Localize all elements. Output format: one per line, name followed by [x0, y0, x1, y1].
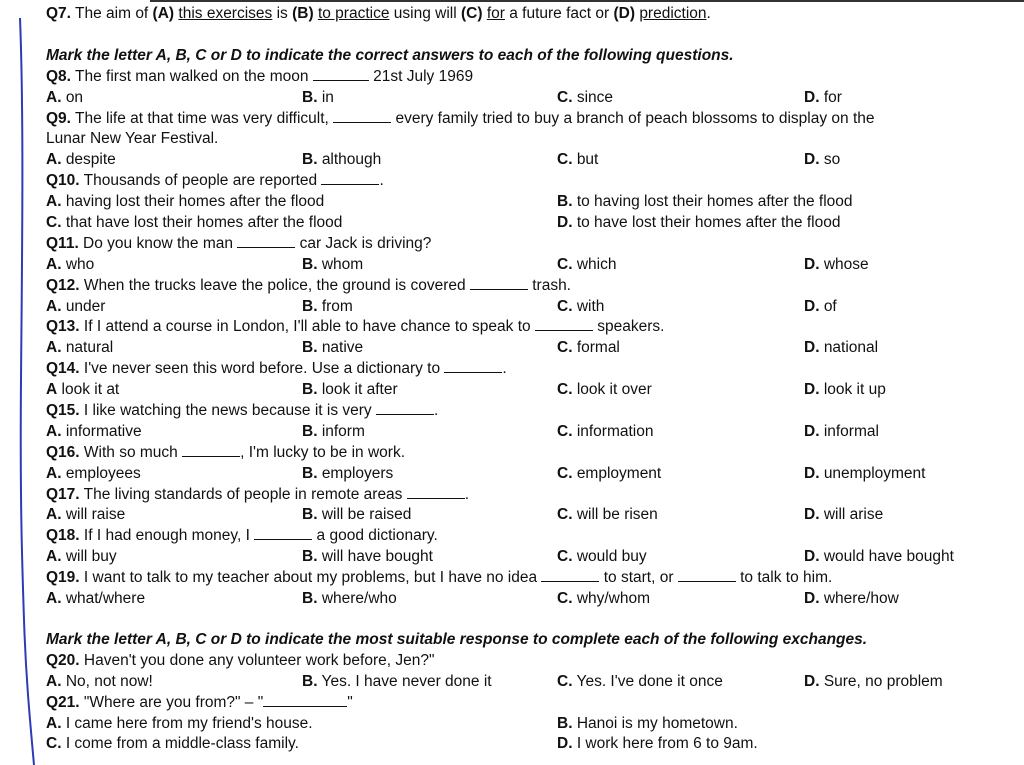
option-letter: A.	[46, 339, 62, 357]
question-text: If I had enough money, I	[79, 527, 255, 545]
q7-part: (D)	[613, 5, 635, 22]
question-row	[46, 526, 1011, 547]
option-text: look it over	[576, 381, 652, 399]
option-d	[804, 380, 886, 401]
question-number: Q11.	[46, 234, 79, 252]
q7-part: (A)	[152, 5, 175, 22]
option-a	[46, 380, 119, 401]
option-letter: C.	[557, 464, 573, 482]
option-text: although	[321, 151, 382, 169]
option-text: on	[65, 88, 84, 106]
question-number: Q7.	[46, 5, 71, 22]
question-text: With so much	[79, 443, 183, 461]
option-letter: B.	[302, 590, 318, 608]
option-text: will arise	[823, 506, 884, 524]
option-letter: D.	[804, 88, 820, 106]
option-a	[46, 714, 313, 735]
question-text: The first man walked on the moon	[70, 67, 313, 85]
options-row	[46, 714, 1011, 735]
option-d	[804, 150, 840, 171]
option-text: unemployment	[823, 464, 926, 482]
option-letter: D.	[804, 422, 820, 440]
option-letter: A.	[46, 255, 62, 273]
option-letter: B.	[302, 339, 318, 357]
option-text: Hanoi is my hometown.	[576, 714, 738, 732]
option-c	[557, 297, 604, 318]
option-letter: B.	[302, 506, 318, 524]
option-letter: D.	[804, 506, 820, 524]
option-text: would buy	[576, 548, 647, 566]
option-letter: C.	[557, 297, 573, 315]
question-text: Thousands of people are reported	[79, 172, 322, 190]
question-text: Haven't you done any volunteer work before, Jen?"	[79, 651, 435, 669]
option-text: formal	[576, 339, 620, 357]
option-text: native	[321, 339, 364, 357]
option-text: but	[576, 151, 599, 169]
option-letter: D.	[557, 214, 573, 232]
q7-part: (B)	[292, 5, 314, 22]
option-b	[557, 734, 758, 755]
option-letter: B.	[302, 151, 318, 169]
exchange-row	[46, 693, 1011, 714]
question-text: The life at that time was very difficult,	[70, 109, 334, 127]
option-c	[557, 380, 652, 401]
option-b	[302, 422, 365, 443]
question-row	[46, 443, 1011, 464]
option-text: having lost their homes after the flood	[65, 193, 325, 211]
question-row	[46, 67, 1011, 88]
option-b	[302, 672, 492, 693]
options-row	[46, 589, 1011, 610]
options-row	[46, 380, 1011, 401]
question-row	[46, 401, 1011, 422]
option-letter: B.	[302, 422, 318, 440]
option-text: information	[576, 422, 654, 440]
option-letter: A.	[46, 88, 62, 106]
option-text: natural	[65, 339, 114, 357]
option-letter: A.	[46, 297, 62, 315]
option-c	[557, 150, 598, 171]
options-row	[46, 88, 1011, 109]
option-letter: C.	[557, 381, 573, 399]
option-c	[557, 422, 654, 443]
option-text: to have lost their homes after the flood	[576, 214, 841, 232]
option-text: employees	[65, 464, 141, 482]
option-letter: B.	[557, 714, 573, 732]
option-text: whom	[321, 255, 364, 273]
question-text: I've never seen this word before. Use a dictionary to	[79, 360, 445, 378]
option-letter: A	[46, 381, 58, 399]
option-c	[557, 338, 620, 359]
option-text: whose	[823, 255, 869, 273]
question-text: .	[464, 485, 470, 503]
option-text: since	[576, 88, 613, 106]
option-letter: C.	[557, 506, 573, 524]
option-a	[46, 297, 105, 318]
q7-part: The aim of	[75, 5, 153, 22]
question-text: "Where are you from?" – "	[79, 693, 264, 711]
option-letter: D.	[804, 339, 820, 357]
option-letter: B.	[302, 255, 318, 273]
option-text: of	[823, 297, 837, 315]
question-text: The living standards of people in remote areas	[79, 485, 407, 503]
option-letter: B.	[557, 193, 573, 211]
option-text: national	[823, 339, 879, 357]
option-text: will raise	[65, 506, 126, 524]
option-b	[302, 150, 381, 171]
question-text: to talk to him.	[735, 569, 833, 587]
options-row	[46, 672, 1011, 693]
option-text: will buy	[65, 548, 117, 566]
option-a	[46, 422, 142, 443]
option-d	[804, 464, 925, 485]
spacer	[46, 25, 1011, 46]
option-a	[46, 192, 324, 213]
option-a	[46, 150, 116, 171]
option-letter: B.	[302, 548, 318, 566]
option-letter: A.	[46, 464, 62, 482]
option-letter: A.	[46, 672, 62, 690]
q7-part: .	[706, 5, 711, 22]
option-letter: C.	[557, 672, 573, 690]
option-text: will be risen	[576, 506, 658, 524]
option-letter: C.	[46, 735, 62, 753]
option-text: informal	[823, 422, 879, 440]
option-letter: D.	[804, 590, 820, 608]
option-d	[804, 88, 842, 109]
option-text: what/where	[65, 590, 146, 608]
option-a	[46, 213, 342, 234]
question-text: If I attend a course in London, I'll able to have chance to speak to	[79, 318, 535, 336]
option-a	[46, 672, 153, 693]
option-text: where/how	[823, 590, 899, 608]
question-row	[46, 568, 1011, 589]
answer-blank	[470, 276, 528, 290]
answer-blank	[333, 109, 391, 123]
option-d	[804, 672, 943, 693]
option-b	[302, 589, 397, 610]
q7-part: (C)	[460, 5, 483, 22]
option-letter: D.	[804, 255, 820, 273]
option-a	[46, 88, 83, 109]
q7-part: prediction	[639, 5, 707, 22]
question-number: Q18.	[46, 527, 80, 545]
option-text: from	[321, 297, 353, 315]
question-text: "	[347, 693, 353, 711]
option-a	[46, 734, 299, 755]
option-letter: C.	[46, 214, 62, 232]
options-row	[46, 422, 1011, 443]
option-a	[46, 464, 141, 485]
option-letter: D.	[557, 735, 573, 753]
option-c	[557, 255, 616, 276]
option-d	[804, 297, 837, 318]
question-row	[46, 359, 1011, 380]
option-text: who	[65, 255, 95, 273]
question-continuation: Lunar New Year Festival.	[46, 130, 219, 148]
option-b	[557, 714, 738, 735]
question-row	[46, 276, 1011, 297]
q7-part: using will	[389, 5, 461, 22]
option-letter: C.	[557, 88, 573, 106]
option-b	[557, 213, 840, 234]
option-b	[557, 192, 853, 213]
option-text: so	[823, 151, 841, 169]
q7-part: this exercises	[178, 5, 273, 22]
option-a	[46, 505, 125, 526]
option-c	[557, 88, 613, 109]
question-number: Q16.	[46, 443, 80, 461]
question-text: .	[433, 402, 439, 420]
options-row	[46, 255, 1011, 276]
q7-part: is	[272, 5, 293, 22]
options-row	[46, 150, 1011, 171]
option-text: which	[576, 255, 617, 273]
question-number: Q10.	[46, 172, 80, 190]
option-letter: A.	[46, 506, 62, 524]
option-text: look it at	[61, 381, 120, 399]
spacer	[46, 610, 1011, 630]
worksheet	[46, 0, 1011, 755]
question-number: Q19.	[46, 569, 80, 587]
answer-blank	[541, 568, 599, 582]
option-c	[557, 464, 661, 485]
option-text: employment	[576, 464, 662, 482]
option-text: will be raised	[321, 506, 412, 524]
option-letter: A.	[46, 422, 62, 440]
option-d	[804, 422, 879, 443]
option-text: I came here from my friend's house.	[65, 714, 313, 732]
question-number: Q9.	[46, 109, 71, 127]
question-text: .	[379, 172, 384, 190]
question-number: Q17.	[46, 485, 80, 503]
option-text: Sure, no problem	[823, 672, 943, 690]
option-letter: A.	[46, 548, 62, 566]
option-text: will have bought	[321, 548, 433, 566]
option-d	[804, 338, 878, 359]
option-b	[302, 338, 363, 359]
option-letter: D.	[804, 672, 820, 690]
answer-blank	[407, 485, 465, 499]
option-text: employers	[321, 464, 394, 482]
instruction-exchanges: Mark the letter A, B, C or D to indicate the most suitable response to complete each of the following exchanges.	[46, 630, 868, 648]
answer-blank	[237, 234, 295, 248]
option-text: that have lost their homes after the flood	[65, 214, 343, 232]
option-letter: A.	[46, 151, 62, 169]
option-b	[302, 505, 411, 526]
option-text: I come from a middle-class family.	[65, 735, 299, 753]
option-c	[557, 505, 658, 526]
option-text: look it up	[823, 381, 886, 399]
option-letter: A.	[46, 193, 62, 211]
exchange-row	[46, 651, 1011, 672]
option-letter: C.	[557, 422, 573, 440]
option-a	[46, 589, 145, 610]
option-letter: C.	[557, 548, 573, 566]
option-text: with	[576, 297, 605, 315]
option-a	[46, 547, 117, 568]
answer-blank	[678, 568, 736, 582]
options-row	[46, 192, 1011, 213]
option-a	[46, 338, 113, 359]
option-letter: D.	[804, 297, 820, 315]
option-letter: D.	[804, 548, 820, 566]
question-text: car Jack is driving?	[295, 234, 432, 252]
answer-blank	[535, 317, 593, 331]
q7-part: for	[486, 5, 505, 22]
option-b	[302, 297, 353, 318]
option-letter: B.	[302, 381, 318, 399]
option-text: Yes. I have never done it	[321, 672, 492, 690]
question-text: speakers.	[592, 318, 665, 336]
option-text: Yes. I've done it once	[576, 672, 723, 690]
answer-blank	[313, 67, 369, 81]
option-text: why/whom	[576, 590, 651, 608]
question-number: Q15.	[46, 402, 80, 420]
question-text: trash.	[527, 276, 571, 294]
question-text: 21st July 1969	[368, 67, 474, 85]
question-row	[46, 485, 1011, 506]
question-number: Q20.	[46, 651, 80, 669]
option-letter: C.	[557, 590, 573, 608]
options-row	[46, 297, 1011, 318]
question-number: Q8.	[46, 67, 71, 85]
option-letter: B.	[302, 297, 318, 315]
option-c	[557, 547, 647, 568]
answer-blank	[263, 693, 347, 707]
option-letter: A.	[46, 590, 62, 608]
option-b	[302, 255, 363, 276]
q7-part: a future fact or	[504, 5, 614, 22]
option-letter: C.	[557, 151, 573, 169]
question-number: Q14.	[46, 360, 80, 378]
option-letter: C.	[557, 339, 573, 357]
question-text: I like watching the news because it is very	[79, 402, 376, 420]
answer-blank	[182, 443, 240, 457]
option-c	[557, 589, 650, 610]
options-row	[46, 213, 1011, 234]
answer-blank	[254, 526, 312, 540]
option-letter: A.	[46, 714, 62, 732]
option-d	[804, 505, 883, 526]
option-letter: D.	[804, 151, 820, 169]
options-row	[46, 734, 1011, 755]
question-text: I want to talk to my teacher about my problems, but I have no idea	[79, 569, 542, 587]
option-letter: D.	[804, 381, 820, 399]
options-row	[46, 338, 1011, 359]
option-b	[302, 464, 393, 485]
option-text: despite	[65, 151, 116, 169]
question-row	[46, 109, 1011, 130]
option-d	[804, 547, 954, 568]
question-row	[46, 317, 1011, 338]
q7-part: to practice	[317, 5, 390, 22]
option-text: inform	[321, 422, 365, 440]
option-b	[302, 547, 433, 568]
question-text: When the trucks leave the police, the ground is covered	[79, 276, 470, 294]
option-text: to having lost their homes after the flood	[576, 193, 853, 211]
option-text: I work here from 6 to 9am.	[576, 735, 758, 753]
option-text: look it after	[321, 381, 398, 399]
question-q7	[46, 4, 1011, 25]
option-b	[302, 380, 398, 401]
question-number: Q12.	[46, 276, 80, 294]
option-letter: B.	[302, 464, 318, 482]
option-letter: C.	[557, 255, 573, 273]
option-text: No, not now!	[65, 672, 153, 690]
question-text: to start, or	[599, 569, 678, 587]
question-text: every family tried to buy a branch of peach blossoms to display on the	[391, 109, 875, 127]
answer-blank	[376, 401, 434, 415]
option-letter: B.	[302, 672, 318, 690]
option-text: would have bought	[823, 548, 954, 566]
option-text: where/who	[321, 590, 397, 608]
option-text: informative	[65, 422, 142, 440]
option-text: under	[65, 297, 106, 315]
option-letter: D.	[804, 464, 820, 482]
option-text: for	[823, 88, 842, 106]
option-c	[557, 672, 723, 693]
option-d	[804, 255, 869, 276]
options-row	[46, 505, 1011, 526]
question-row	[46, 234, 1011, 255]
question-text: .	[502, 360, 507, 378]
question-text: a good dictionary.	[312, 527, 438, 545]
instruction-questions: Mark the letter A, B, C or D to indicate the correct answers to each of the following questions.	[46, 46, 734, 64]
option-text: in	[321, 88, 334, 106]
question-text: , I'm lucky to be in work.	[240, 443, 406, 461]
answer-blank	[321, 171, 379, 185]
question-text: Do you know the man	[78, 234, 238, 252]
question-row	[46, 171, 1011, 192]
options-row	[46, 464, 1011, 485]
answer-blank	[444, 359, 502, 373]
margin-line	[0, 0, 40, 765]
option-d	[804, 589, 899, 610]
question-number: Q13.	[46, 318, 80, 336]
option-a	[46, 255, 94, 276]
option-letter: B.	[302, 88, 318, 106]
question-number: Q21.	[46, 693, 80, 711]
options-row	[46, 547, 1011, 568]
option-b	[302, 88, 334, 109]
